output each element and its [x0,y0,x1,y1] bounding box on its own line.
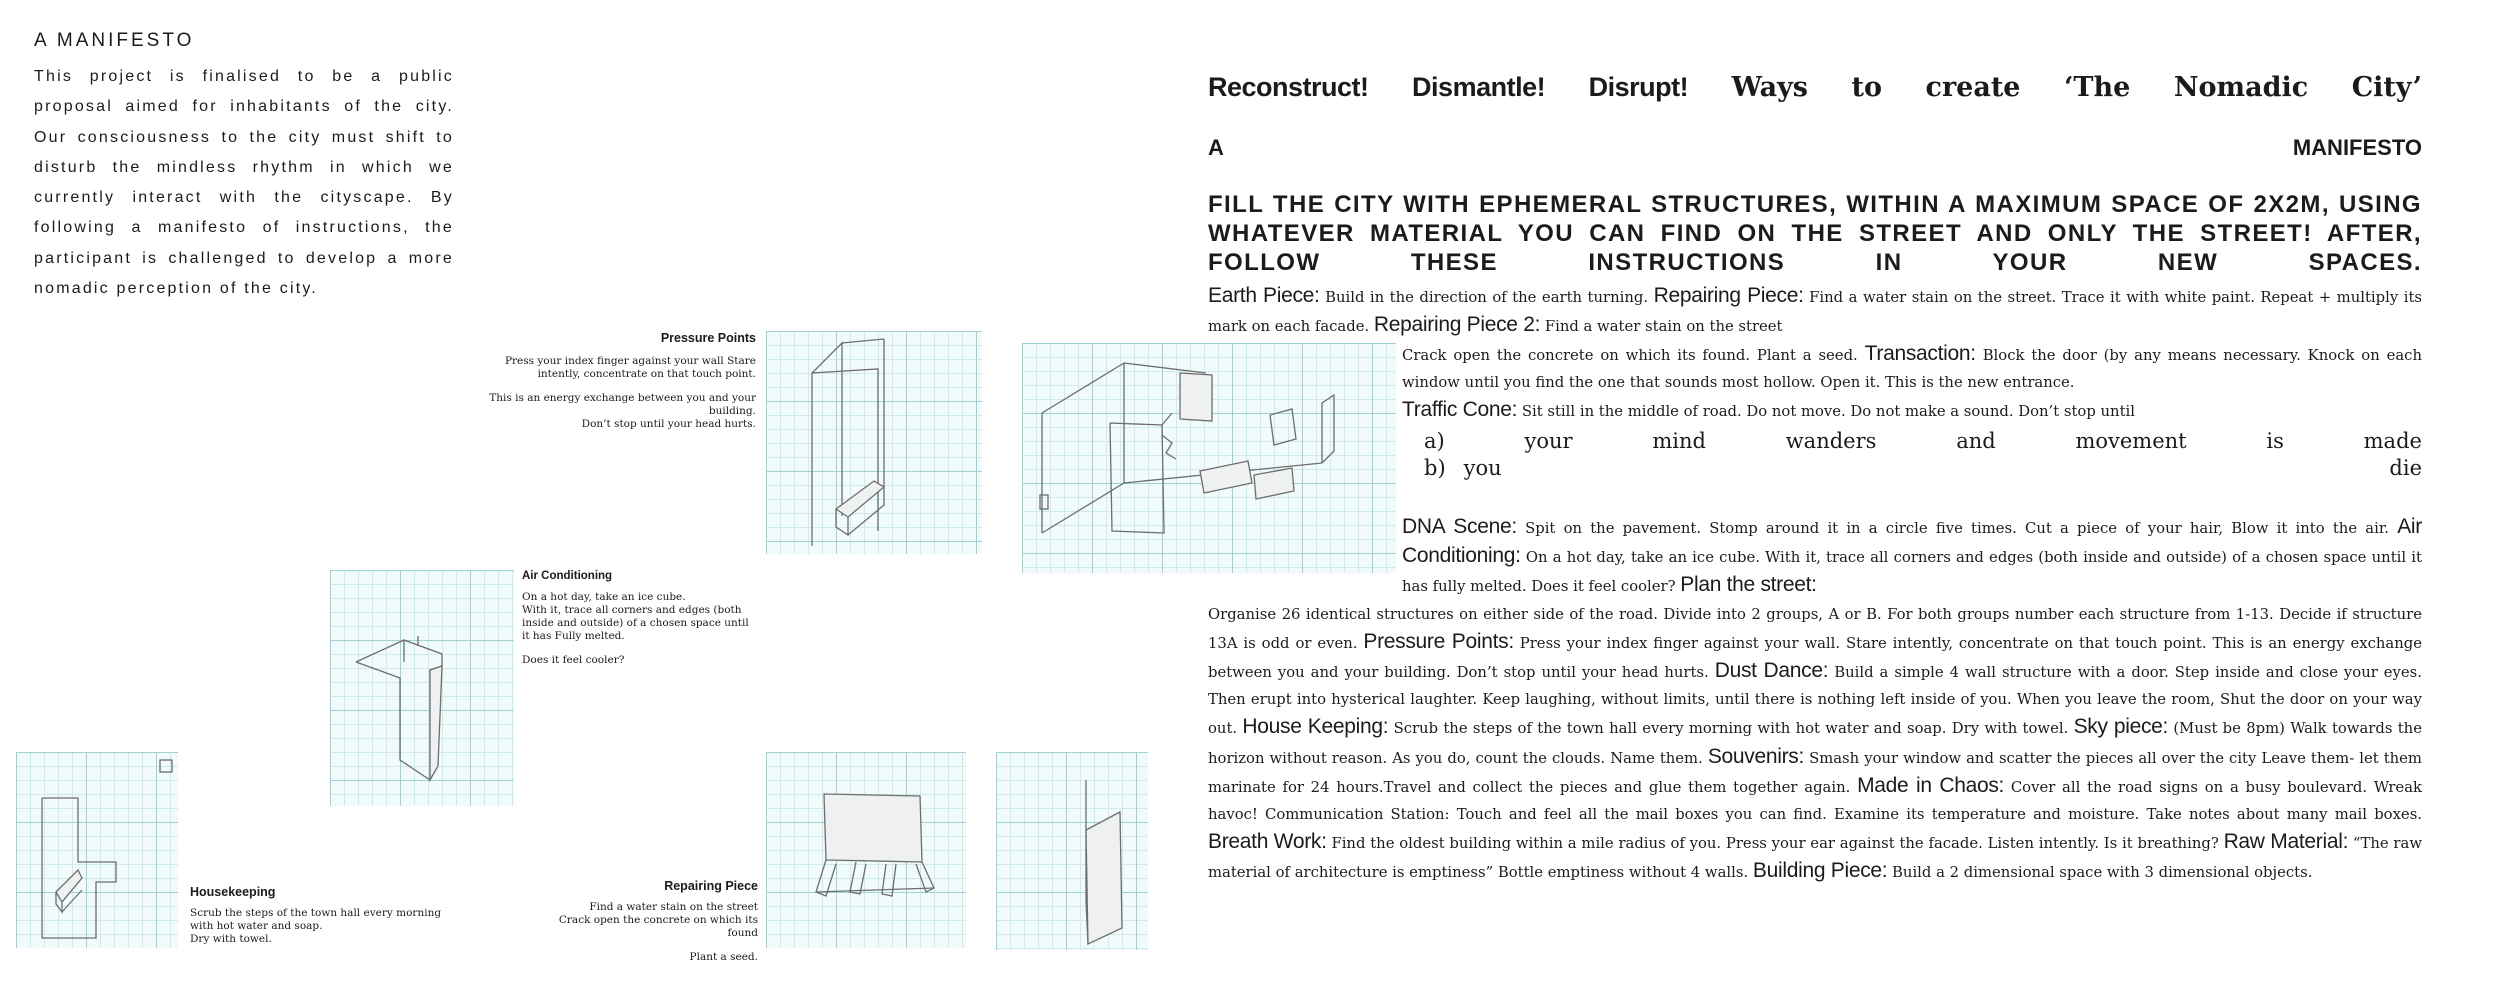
intro-title: A MANIFESTO [34,30,195,51]
list-a-word: your [1524,429,1573,453]
headline-word-5: to [1851,72,1882,103]
keyword-made-in-chaos: Made in Chaos: [1857,773,2005,797]
keyword-house-keeping: House Keeping: [1242,715,1389,739]
keyword-earth-piece: Earth Piece: [1208,284,1320,307]
manifesto-body-part-1 [1208,282,2422,425]
text-repairing-piece-2a: Find a water stain on the street [1544,318,1783,335]
text-pressure-points: Press your index finger against your wall. Stare intently, concentrate on that touch point. This is an energy exchange between you and your building. Don’t stop until your head hurts. [1208,634,2422,682]
repairing-piece-text-1: Find a water stain on the street [589,901,758,913]
text-transaction: Block the door (by any means necessary. Knock on each window until you find the one that sounds most hollow. Open it. This is the new entrance. [1402,347,2422,391]
air-conditioning-text-3: Does it feel cooler? [522,654,625,666]
text-plan-the-street: Organise 26 identical structures on either side of the road. Divide into 2 groups, A or B. For both groups number each structure from 1-13. Decide if structure 13A is odd or even. [1208,605,2422,652]
air-conditioning-title: Air Conditioning [522,570,613,582]
list-item-b [1424,455,2422,482]
text-building-piece: Build a 2 dimensional space with 3 dimensional objects. [1892,864,2313,882]
housekeeping-caption [190,886,446,946]
keyword-raw-material: Raw Material: [2223,830,2349,854]
keyword-traffic-cone: Traffic Cone: [1402,398,1518,421]
pressure-points-caption [470,332,756,431]
housekeeping-sketch [16,752,178,948]
pressure-points-sketch [766,331,982,554]
list-a-word: wanders [1785,429,1877,453]
door-sketch [996,752,1148,950]
text-raw-material: “The raw material of architecture is emptiness” Bottle emptiness without 4 walls. [1208,835,2422,882]
keyword-repairing-piece-2: Repairing Piece 2: [1373,313,1541,336]
keyword-plan-the-street: Plan the street: [1680,573,1817,597]
list-a-word: made [2363,429,2422,453]
repairing-piece-title: Repairing Piece [664,879,758,893]
keyword-transaction: Transaction: [1864,342,1976,365]
housekeeping-title: Housekeeping [190,885,276,899]
headline-word-1: Reconstruct! [1208,72,1369,102]
headline-word-6: create [1925,72,2021,103]
pressure-points-text-2: This is an energy exchange between you and your building. [489,392,756,417]
headline-word-8: Nomadic [2173,72,2309,103]
list-a-word: a) [1424,429,1445,453]
keyword-pressure-points: Pressure Points: [1363,629,1514,653]
fill-the-city-statement: FILL THE CITY WITH EPHEMERAL STRUCTURES, WITHIN A MAXIMUM SPACE OF 2X2M, USING WHATEVER MATERIAL YOU CAN FIND ON THE STREET AND ONLY THE STREET! AFTER, FOLLOW THESE INSTRUCTIONS IN YOUR NEW SPACES. [1208,191,2422,276]
keyword-dust-dance: Dust Dance: [1714,659,1829,683]
air-conditioning-caption [522,570,758,667]
keyword-souvenirs: Souvenirs: [1707,744,1805,768]
keyword-sky-piece: Sky piece: [2073,715,2169,739]
list-a-word: movement [2075,429,2187,453]
text-house-keeping: Scrub the steps of the town hall every morning with hot water and soap. Dry with towel. [1393,720,2069,738]
headline-word-2: Dismantle! [1412,72,1546,102]
manifesto-headline [1208,72,2422,103]
manifesto-body-part-2 [1208,513,2422,887]
headline-word-7: ‘The [2064,72,2131,103]
air-conditioning-sketch [330,570,514,806]
list-b-word: b) [1424,456,1446,480]
text-earth-piece: Build in the direction of the earth turning. [1325,289,1649,306]
list-a-word: is [2266,429,2284,453]
subhead-right: MANIFESTO [2292,135,2422,160]
repairing-piece-sketch [766,752,966,948]
manifesto-subhead [1208,135,2422,161]
text-souvenirs: Smash your window and scatter the pieces all over the city Leave them- let them marinate for 24 hours.Travel and collect the pieces and glue them together again. [1208,749,2422,796]
list-b-word: die [2389,456,2422,480]
housekeeping-text-1: Scrub the steps of the town hall every morning with hot water and soap. [190,907,442,932]
text-sky-piece: (Must be 8pm) Walk towards the horizon without reason. As you do, count the clouds. Name them. [1208,720,2422,767]
list-item-a [1424,428,2422,455]
air-conditioning-text-1: On a hot day, take an ice cube. [522,591,686,603]
keyword-dna-scene: DNA Scene: [1402,515,1517,538]
list-b-word: you [1463,456,1502,480]
pressure-points-title: Pressure Points [660,331,756,345]
text-repairing-piece: Find a water stain on the street. Trace it with white paint. Repeat + multiply its mark on each facade. [1208,289,2422,335]
pressure-points-text-1: Press your index finger against your wall Stare intently, concentrate on that touch point. [504,355,756,380]
text-breath-work: Find the oldest building within a mile radius of you. Press your ear against the facade. Listen intently. Is it breathing? [1331,835,2219,853]
pressure-points-text-3: Don’t stop until your head hurts. [581,418,756,430]
headline-word-4: Ways [1731,72,1808,103]
headline-word-9: City’ [2351,72,2422,103]
keyword-repairing-piece: Repairing Piece: [1653,284,1804,307]
list-a-word: mind [1652,429,1706,453]
keyword-air-conditioning: Air Conditioning: [1402,515,2422,568]
subhead-left: A [1208,135,1224,160]
indented-block-2 [1208,513,2422,601]
repairing-piece-text-3: Plant a seed. [689,951,758,963]
intro-body: This project is finalised to be a public proposal aimed for inhabitants of the city. Our consciousness to the city must shift to disturb the mindless rhythm in which we currently interact with the cityscape. By following a manifesto of instructions, the participant is challenged to develop a more nomadic perception of the city. [34,68,454,298]
text-traffic-cone: Sit still in the middle of road. Do not move. Do not make a sound. Don’t stop until [1521,403,2135,420]
text-air-conditioning: On a hot day, take an ice cube. With it, trace all corners and edges (both inside and outside) of a chosen space until it has fully melted. Does it feel cooler? [1402,549,2422,596]
text-dna-scene: Spit on the pavement. Stomp around it in a circle five times. Cut a piece of your hair, Blow it into the air. [1525,520,2389,537]
headline-word-3: Disrupt! [1588,72,1689,102]
indented-block-1 [1208,340,2422,425]
repairing-piece-text-2: Crack open the concrete on which its found [558,914,758,939]
traffic-cone-list [1424,428,2422,482]
repairing-piece-caption [530,880,758,964]
air-conditioning-text-2: With it, trace all corners and edges (both inside and outside) of a chosen space until it has Fully melted. [522,604,749,642]
text-repairing-piece-2b: Crack open the concrete on which its found. Plant a seed. [1402,347,1858,364]
keyword-breath-work: Breath Work: [1208,830,1327,854]
text-made-in-chaos: Cover all the road signs on a busy boulevard. Wreak havoc! Communication Station: Touch and feel all the mail boxes you can find. Examine its temperature and moisture. Take notes about many mail boxes. [1208,778,2422,824]
list-a-word: and [1956,429,1996,453]
keyword-building-piece: Building Piece: [1752,859,1888,883]
housekeeping-text-2: Dry with towel. [190,933,272,945]
text-dust-dance: Build a simple 4 wall structure with a door. Step inside and close your eyes. Then erupt into hysterical laughter. Keep laughing, without limits, until there is nothing left inside of you. When you leave the room, Shut the door on your way out. [1208,664,2422,738]
